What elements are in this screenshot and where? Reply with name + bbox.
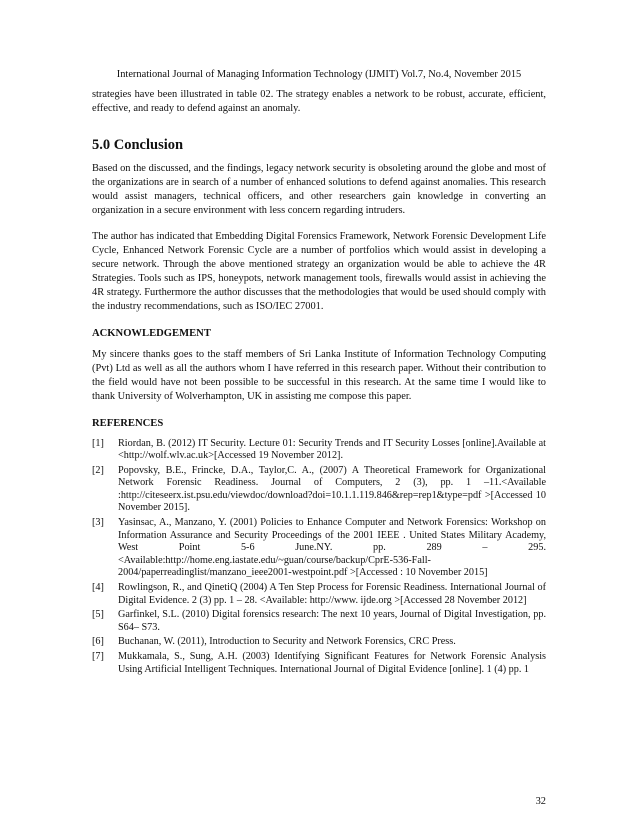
acknowledgement-paragraph: My sincere thanks goes to the staff members of Sri Lanka Institute of Information Technology Computing (Pvt) Ltd as well as all the authors whom I have referred in this research paper. Without their contribution to the field would have not been possible to be successful in this research. At the same time I would like to thank University of Wolverhampton, UK in assisting me compose this paper.: [92, 348, 546, 402]
running-header: International Journal of Managing Information Technology (IJMIT) Vol.7, No.4, November 2015: [116, 69, 522, 80]
reference-item: [92, 609, 546, 634]
reference-text: Popovsky, B.E., Frincke, D.A., Taylor,C. A., (2007) A Theoretical Framework for Organizational Network Forensic Readiness. Journal of Computers, 2 (3), pp. 1 –11.<Available :http://citeseerx.ist.psu.edu/viewdoc/download?doi=10.1.1.119.846&rep=rep1&type=pdf >[Accessed 10 November 2015].: [118, 464, 546, 514]
references-heading: REFERENCES: [92, 417, 164, 429]
reference-number: [5]: [92, 609, 104, 621]
reference-text: Yasinsac, A., Manzano, Y. (2001) Policies to Enhance Computer and Network Forensics: Workshop on Information Assurance and Security Proceedings of the 2001 IEEE . United States Military Academy, West Point 5-6 June.NY. pp. 289 – 295.<Available:http://home.eng.iastate.edu/~guan/course/backup/CprE-536-Fall-2004/paperreadinglist/manzano_ieee2001-westpoint.pdf >[Accessed : 10 November 2015]: [118, 517, 546, 579]
reference-text: Garfinkel, S.L. (2010) Digital forensics research: The next 10 years, Journal of Digital Investigation, pp. S64– S73.: [118, 609, 546, 633]
reference-item: [92, 636, 546, 649]
reference-text: Mukkamala, S., Sung, A.H. (2003) Identifying Significant Features for Network Forensic Analysis Using Artificial Intelligent Techniques. International Journal of Digital Evidence [online]. 1 (4) pp. 1: [118, 651, 546, 675]
reference-list: [92, 438, 546, 677]
reference-number: [3]: [92, 517, 104, 529]
page-number: 32: [535, 796, 546, 807]
reference-number: [6]: [92, 636, 104, 648]
reference-text: Rowlingson, R., and QinetiQ (2004) A Ten Step Process for Forensic Readiness. International Journal of Digital Evidence. 2 (3) pp. 1 – 28. <Available: http://www. ijde.org >[Accessed 28 November 2012]: [118, 582, 546, 606]
conclusion-paragraph-1: Based on the discussed, and the findings, legacy network security is obsoleting around the globe and most of the organizations are in search of a number of enhanced solutions to defend against anomalies. This research would assist managers, technical officers, and other researchers gain knowledge in converting an organization in a secure environment with less concern regarding intruders.: [92, 162, 546, 216]
reference-item: [92, 651, 546, 676]
reference-item: [92, 517, 546, 580]
reference-number: [4]: [92, 582, 104, 594]
conclusion-heading: 5.0 Conclusion: [92, 136, 184, 153]
reference-number: [1]: [92, 437, 104, 449]
acknowledgement-heading: ACKNOWLEDGEMENT: [92, 327, 211, 339]
conclusion-paragraph-2: The author has indicated that Embedding Digital Forensics Framework, Network Forensic Development Life Cycle, Enhanced Network Forensic Cycle are a number of portfolios which would assist in developing a secure network. Through the above mentioned strategy an organization would be able to achieve the 4R Strategies. Tools such as IPS, honeypots, network management tools, firewalls would assist in achieving the 4R strategy. Furthermore the author discusses that the methodologies that would be used should comply with the industry recommendations, such as ISO/IEC 27001.: [92, 231, 546, 312]
page-content: [92, 88, 546, 678]
reference-item: [92, 582, 546, 607]
reference-number: [7]: [92, 651, 104, 662]
intro-paragraph: strategies have been illustrated in table 02. The strategy enables a network to be robust, accurate, efficient, effective, and ready to defend against an anomaly.: [92, 89, 546, 114]
reference-item: [92, 465, 546, 515]
reference-number: [2]: [92, 464, 104, 476]
reference-item: [92, 438, 546, 463]
reference-text: Buchanan, W. (2011), Introduction to Security and Network Forensics, CRC Press.: [118, 636, 456, 648]
reference-text: Riordan, B. (2012) IT Security. Lecture 01: Security Trends and IT Security Losses [online].Available at <http://wolf.wlv.ac.uk>[Accessed 19 November 2012].: [118, 437, 546, 462]
